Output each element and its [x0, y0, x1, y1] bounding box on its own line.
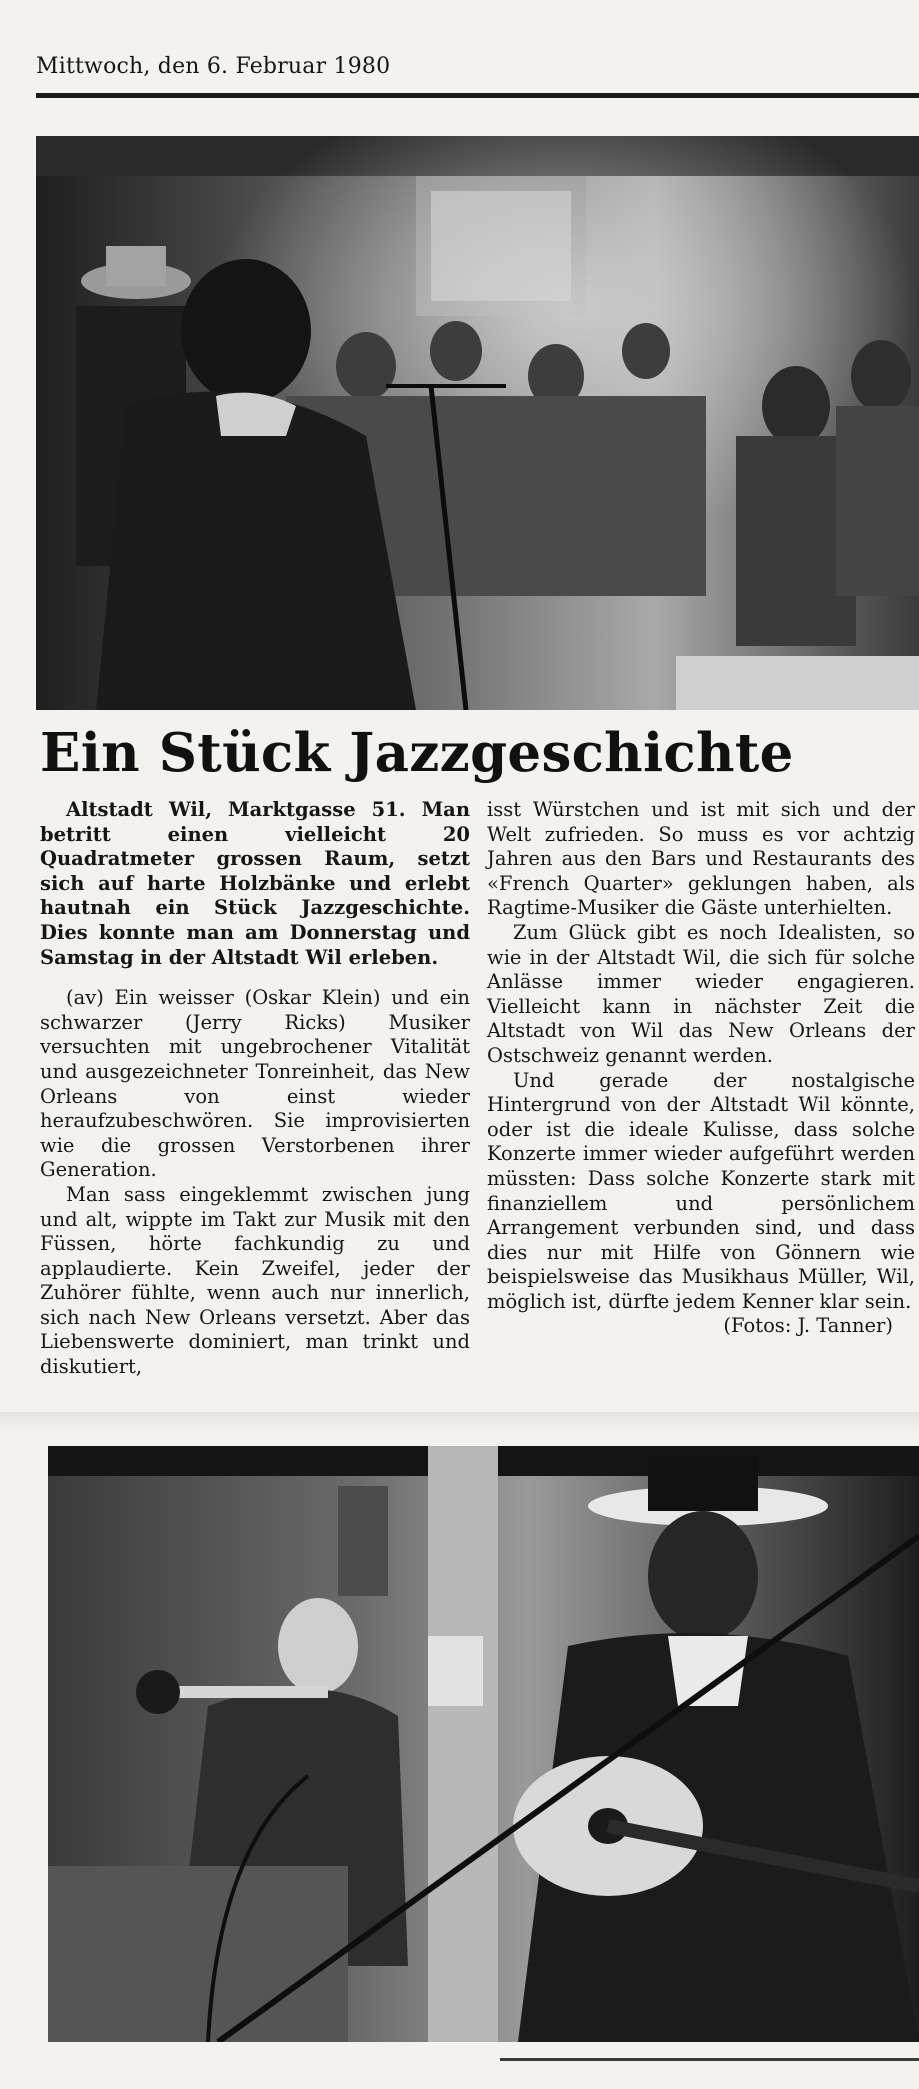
page-fold — [0, 1412, 919, 1434]
body-paragraph: (av) Ein weisser (Oskar Klein) und ein schwarzer (Jerry Ricks) Musiker versuchten mit ungebrochener Vitalität und ausgezeichneter Tonreinheit, das New Orleans von einst wieder heraufzubeschwören. Sie improvisierten wie die grossen Verstorbenen ihrer Generation. — [40, 986, 470, 1182]
headline: Ein Stück Jazzgeschichte — [40, 722, 794, 784]
lead-paragraph: Altstadt Wil, Marktgasse 51. Man betritt einen vielleicht 20 Quadratmeter grossen Raum, setzt sich auf harte Holzbänke und erlebt hautnah ein Stück Jazzgeschichte. Dies konnte man am Donnerstag und Samstag in der Altstadt Wil erleben. — [40, 798, 470, 969]
dateline: Mittwoch, den 6. Februar 1980 — [36, 54, 391, 79]
article-column-right — [487, 798, 915, 1339]
trumpet-guitar-duo-photo — [48, 1446, 919, 2042]
header-rule — [36, 93, 919, 98]
body-paragraph: Und gerade der nostalgische Hintergrund von der Altstadt Wil könnte, oder ist die ideale Kulisse, dass solche Konzerte immer wieder aufgeführt werden müssten: Dass solche Konzerte stark mit finanziellem und persönlichem Arrangement verbunden sind, und dass dies nur mit Hilfe von Gönnern wie beispielsweise das Musikhaus Müller, Wil, möglich ist, dürfte jedem Kenner klar sein. — [487, 1068, 915, 1313]
body-paragraph: isst Würstchen und ist mit sich und der Welt zufrieden. So muss es vor achtzig Jahren aus den Bars und Restaurants des «French Quarter» geklungen haben, als Ragtime-Musiker die Gäste unterhielten. — [487, 798, 915, 920]
concert-audience-photo — [36, 136, 919, 710]
body-paragraph: Man sass eingeklemmt zwischen jung und alt, wippte im Takt zur Musik mit den Füssen, hörte fachkundig zu und applaudierte. Kein Zweifel, jeder der Zuhörer fühlte, wenn auch nur innerlich, sich nach New Orleans versetzt. Aber das Liebenswerte dominiert, man trinkt und diskutiert, — [40, 1182, 470, 1379]
article-column-left — [40, 798, 470, 1380]
photo-credit: (Fotos: J. Tanner) — [723, 1314, 893, 1338]
footer-rule — [500, 2058, 919, 2061]
body-paragraph: Zum Glück gibt es noch Idealisten, so wie in der Altstadt Wil, die sich für solche Anlässe immer wieder engagieren. Vielleicht kann in nächster Zeit die Altstadt von Wil das New Orleans der Ostschweiz genannt werden. — [487, 920, 915, 1067]
